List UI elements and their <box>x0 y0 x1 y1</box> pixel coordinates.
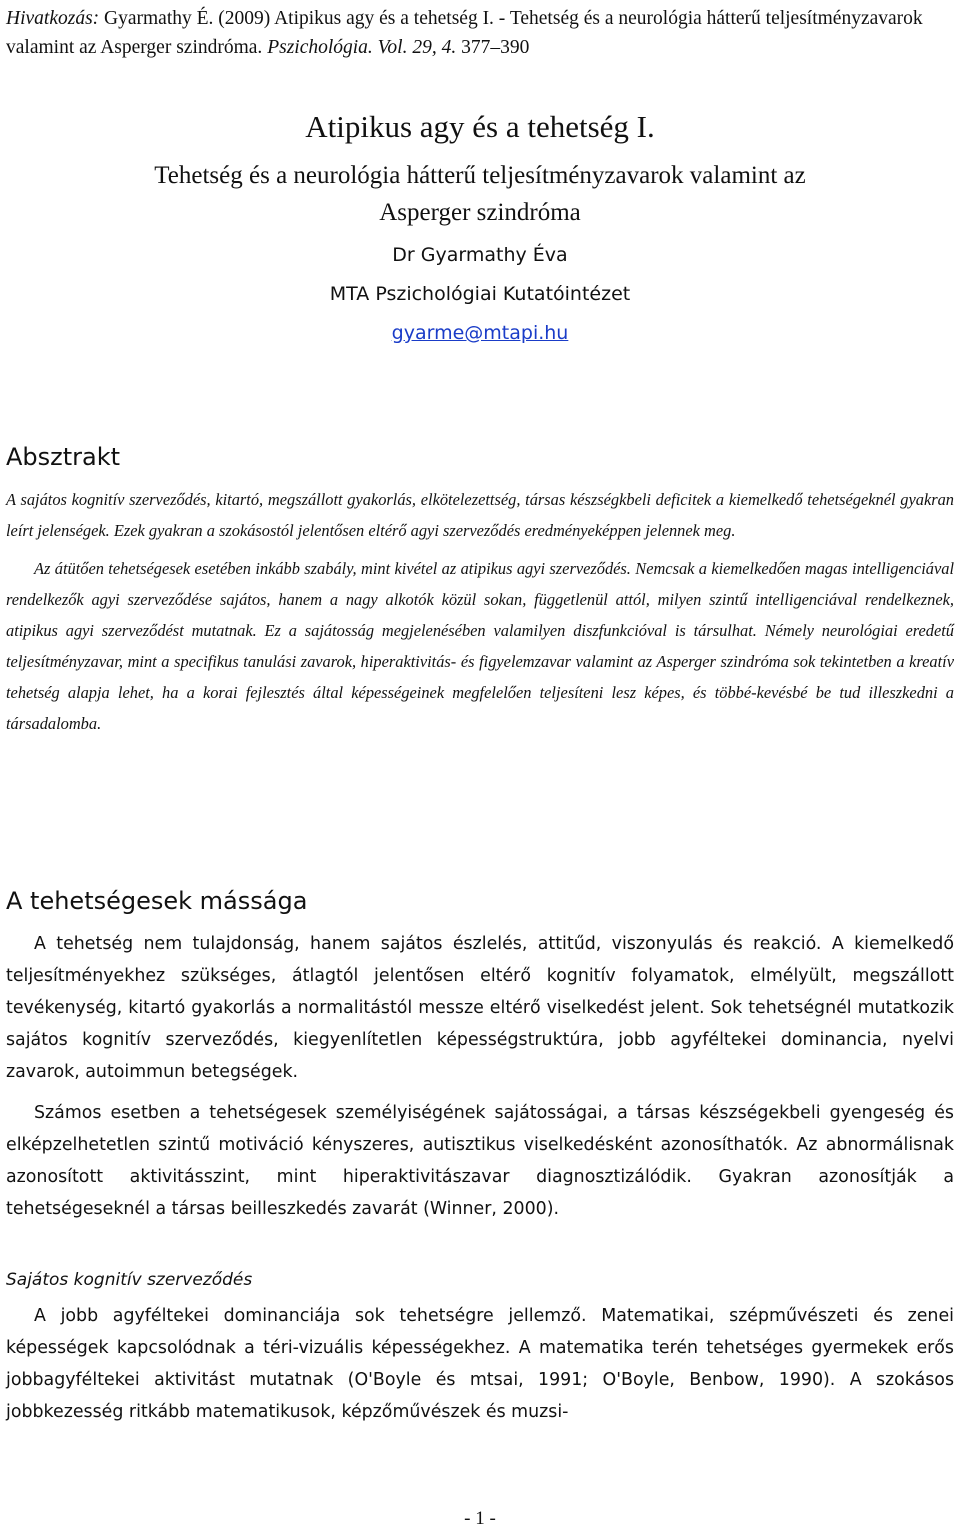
abstract-paragraph-1: A sajátos kognitív szerveződés, kitartó, megszállott gyakorlás, elkötelezettség, társas készségkbeli deficitek a kiemelkedő tehetségeknél gyakran leírt jelenségek. Ezek gyakran a szokásostól jelentősen eltérő agyi szerveződés eredményeképpen jelennek meg. <box>6 490 954 540</box>
section1-paragraph-2: Számos esetben a tehetségesek személyiségének sajátosságai, a társas készségekbeli gyengeség és elképzelhetetlen szintű motiváció kényszeres, autisztikus viselkedésként azonosíthatók. Az abnormálisnak azonosított aktivitásszint, mint hiperaktivitászavar diagnosztizálódik. Gyakran azonosítják a tehetségeseknél a társas beilleszkedés zavarát (Winner, 2000). <box>6 1103 954 1219</box>
subtitle-line-2: Asperger szindróma <box>379 199 581 226</box>
subtitle-line-1: Tehetség és a neurológia hátterű teljesítményzavarok valamint az <box>154 162 806 189</box>
citation-journal: Pszichológia. Vol. 29, 4. <box>267 37 457 58</box>
author-email-link[interactable]: gyarme@mtapi.hu <box>391 322 569 344</box>
citation <box>6 4 956 62</box>
institution: MTA Pszichológiai Kutatóintézet <box>329 283 631 305</box>
abstract-body <box>6 484 954 739</box>
page-number: - 1 - <box>464 1508 496 1529</box>
citation-text: Gyarmathy É. (2009) Atipikus agy és a tehetség I. - Tehetség és a neurológia hátterű teljesítményzavarok valamint az Asperger szindróma. <box>6 8 923 58</box>
abstract-paragraph-2: Az átütően tehetségesek esetében inkább szabály, mint kivétel az atipikus agyi szerveződés. Nemcsak a kiemelkedően magas intelligenciával rendelkezők agyi szerveződése sajátos, hanem a nagy alkotók közül sokan, függetlenül attól, milyen szintű intelligenciával rendelkeznek, atipikus agyi szerveződést mutatnak. Ez a sajátosság megjelenésében valamilyen diszfunkcióval is társulhat. Némely neurológiai eredetű teljesítményzavar, mint a specifikus tanulási zavarok, hiperaktivitás- és figyelemzavar valamint az Asperger szindróma sok tekintetben a kreatív tehetség alapja lehet, ha a korai fejlesztés által képességeinek megfelelően teljesíteni lesz képes, és többé-kevésbé be tud illeszkedni a társadalomba. <box>6 559 954 733</box>
page-subtitle <box>0 157 960 231</box>
subsection-heading: Sajátos kognitív szerveződés <box>6 1270 253 1290</box>
citation-label: Hivatkozás: <box>6 8 100 29</box>
page-title: Atipikus agy és a tehetség I. <box>305 109 655 144</box>
section1-paragraph-1: A tehetség nem tulajdonság, hanem sajátos észlelés, attitűd, viszonyulás és reakció. A kiemelkedő teljesítményekhez szükséges, átlagtól jelentősen eltérő kognitív folyamatok, elmélyült, megszállott tevékenység, kitartó gyakorlás a normalitástól messze eltérő viselkedést jelent. Sok tehetségnél mutatkozik sajátos kognitív szerveződés, kiegyenlítetlen képességstruktúra, jobb agyféltekei dominancia, nyelvi zavarok, autoimmun betegségek. <box>6 934 954 1082</box>
abstract-heading: Absztrakt <box>6 443 121 471</box>
section2-paragraph-1: A jobb agyféltekei dominanciája sok tehetségre jellemző. Matematikai, szépművészeti és zenei képességek kapcsolódnak a téri-vizuális képességekhez. A matematika terén tehetséges gyermekek erős jobbagyféltekei aktivitást mutatnak (O'Boyle és mtsai, 1991; O'Boyle, Benbow, 1990). A szokásos jobbkezesség ritkább matematikusok, képzőművészek és muzsi- <box>6 1306 954 1422</box>
title-block <box>0 105 960 345</box>
section-heading-mássága: A tehetségesek mássága <box>6 887 308 915</box>
subsection-body <box>6 1300 954 1428</box>
section-body-mássága <box>6 928 954 1225</box>
citation-pages: 377–390 <box>461 37 530 58</box>
author-name: Dr Gyarmathy Éva <box>392 244 568 266</box>
